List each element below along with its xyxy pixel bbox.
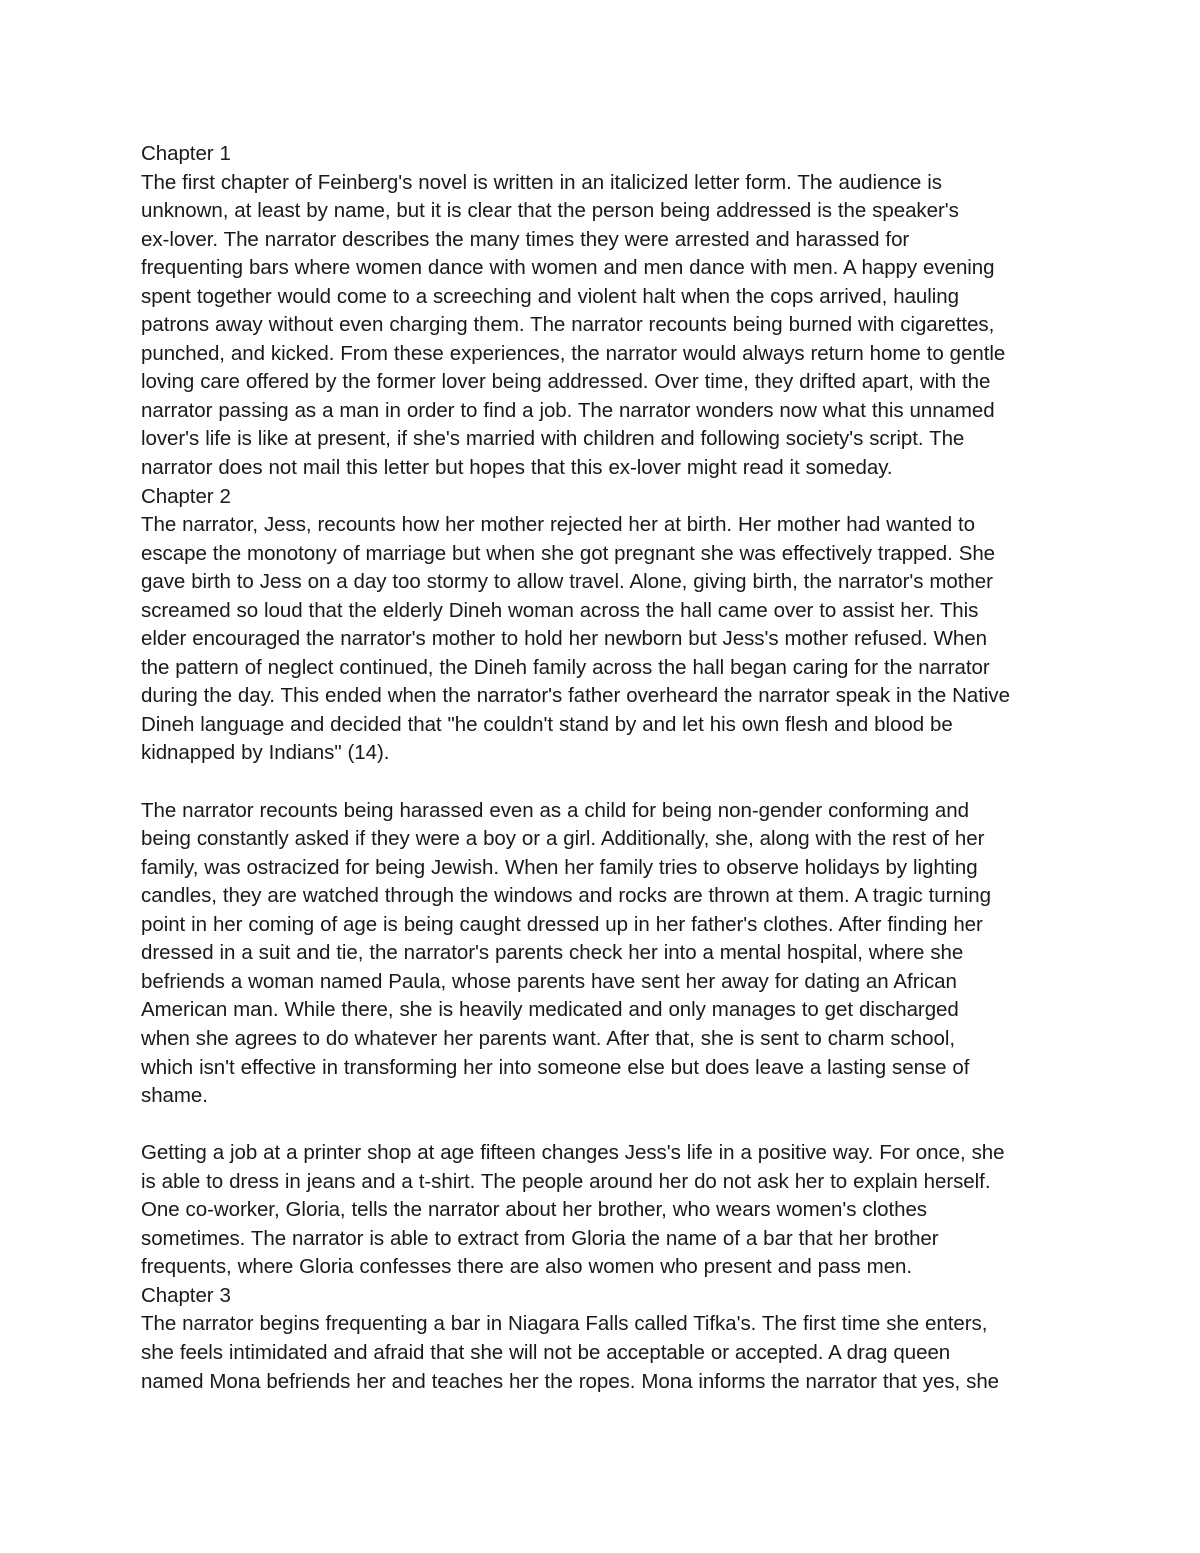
text-line: elder encouraged the narrator's mother to hold her newborn but Jess's mother refused. When: [141, 627, 987, 651]
text-line: patrons away without even charging them. The narrator recounts being burned with cigarettes,: [141, 313, 995, 337]
text-line: American man. While there, she is heavily medicated and only manages to get discharged: [141, 998, 959, 1022]
text-line: which isn't effective in transforming her into someone else but does leave a lasting sense of: [141, 1055, 970, 1079]
text-line: The narrator recounts being harassed even as a child for being non-gender conforming and: [141, 798, 969, 822]
text-line: she feels intimidated and afraid that she will not be acceptable or accepted. A drag queen: [141, 1340, 951, 1364]
text-line: frequents, where Gloria confesses there are also women who present and pass men.: [141, 1255, 913, 1279]
chapter-heading: Chapter 1: [141, 142, 231, 165]
paragraph-break: [141, 1111, 1071, 1140]
text-line: befriends a woman named Paula, whose parents have sent her away for dating an African: [141, 969, 957, 993]
text-line: named Mona befriends her and teaches her the ropes. Mona informs the narrator that yes, she: [141, 1369, 1000, 1393]
text-line: The narrator begins frequenting a bar in Niagara Falls called Tifka's. The first time she enters,: [141, 1312, 988, 1336]
text-line: punched, and kicked. From these experiences, the narrator would always return home to gentle: [141, 341, 1006, 365]
text-line: point in her coming of age is being caught dressed up in her father's clothes. After finding her: [141, 912, 983, 936]
chapter-heading: Chapter 3: [141, 1283, 231, 1307]
text-line: during the day. This ended when the narrator's father overheard the narrator speak in the Native: [141, 684, 1010, 708]
text-line: being constantly asked if they were a boy or a girl. Additionally, she, along with the rest of her: [141, 827, 985, 851]
text-line: when she agrees to do whatever her parents want. After that, she is sent to charm school,: [141, 1026, 955, 1050]
text-line: the pattern of neglect continued, the Dineh family across the hall began caring for the narrator: [141, 655, 990, 679]
text-line: loving care offered by the former lover being addressed. Over time, they drifted apart, with the: [141, 370, 991, 394]
text-line: family, was ostracized for being Jewish. When her family tries to observe holidays by lighting: [141, 855, 978, 879]
text-line: frequenting bars where women dance with women and men dance with men. A happy evening: [141, 256, 995, 280]
text-line: candles, they are watched through the windows and rocks are thrown at them. A tragic turning: [141, 884, 991, 908]
text-line: unknown, at least by name, but it is clear that the person being addressed is the speaker's: [141, 199, 959, 223]
text-line: sometimes. The narrator is able to extract from Gloria the name of a bar that her brother: [141, 1226, 939, 1250]
text-line: Dineh language and decided that "he couldn't stand by and let his own flesh and blood be: [141, 712, 953, 736]
text-line: gave birth to Jess on a day too stormy to allow travel. Alone, giving birth, the narrator's mother: [141, 570, 993, 594]
document-body: [141, 140, 1071, 1396]
text-line: is able to dress in jeans and a t-shirt. The people around her do not ask her to explain herself.: [141, 1169, 991, 1193]
text-line: ex-lover. The narrator describes the many times they were arrested and harassed for: [141, 227, 910, 251]
text-line: One co-worker, Gloria, tells the narrator about her brother, who wears women's clothes: [141, 1198, 927, 1222]
text-line: The narrator, Jess, recounts how her mother rejected her at birth. Her mother had wanted to: [141, 513, 976, 537]
text-line: lover's life is like at present, if she's married with children and following society's script. The: [141, 427, 965, 451]
text-line: screamed so loud that the elderly Dineh woman across the hall came over to assist her. This: [141, 598, 979, 622]
text-line: Getting a job at a printer shop at age fifteen changes Jess's life in a positive way. For once, she: [141, 1141, 1005, 1165]
text-line: kidnapped by Indians" (14).: [141, 741, 390, 765]
chapter-heading: Chapter 2: [141, 484, 231, 508]
text-line: escape the monotony of marriage but when she got pregnant she was effectively trapped. She: [141, 541, 996, 565]
text-line: narrator does not mail this letter but hopes that this ex-lover might read it someday.: [141, 456, 893, 480]
text-line: spent together would come to a screeching and violent halt when the cops arrived, hauling: [141, 284, 959, 308]
text-line: The first chapter of Feinberg's novel is written in an italicized letter form. The audience is: [141, 170, 942, 194]
text-line: narrator passing as a man in order to find a job. The narrator wonders now what this unnamed: [141, 398, 995, 422]
text-line: shame.: [141, 1084, 208, 1108]
paragraph-break: [141, 768, 1071, 797]
text-line: dressed in a suit and tie, the narrator's parents check her into a mental hospital, where she: [141, 941, 964, 965]
